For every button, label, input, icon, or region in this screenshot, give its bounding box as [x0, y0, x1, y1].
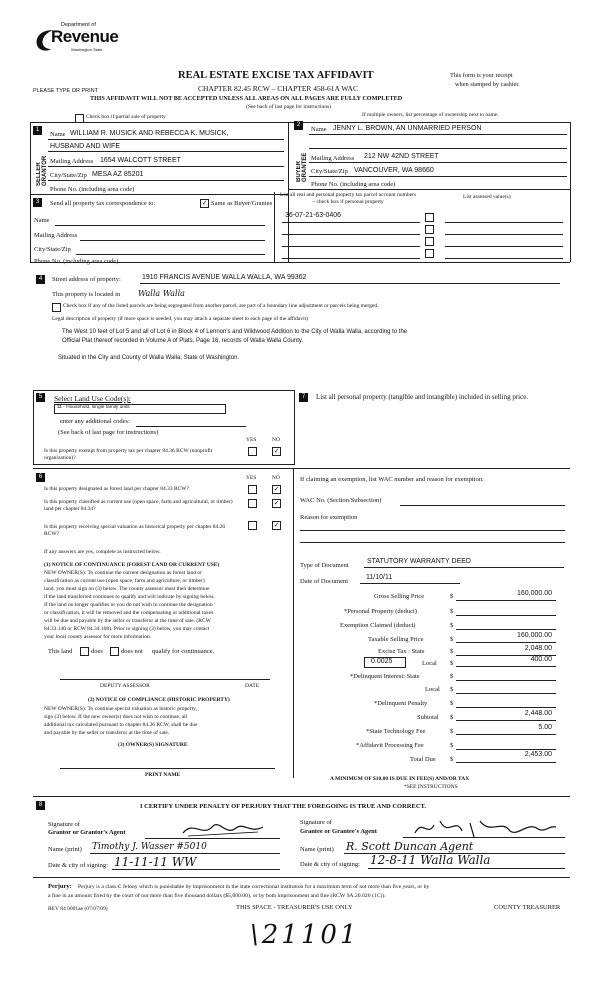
- buyer-name-label: Name: [311, 126, 327, 133]
- partial-sale-label: Check box if partial sale of property: [86, 114, 166, 120]
- assessed-line-3: [445, 246, 563, 247]
- exempt-yes-checkbox[interactable]: [248, 447, 257, 456]
- forest-yes-checkbox[interactable]: [248, 485, 257, 494]
- buyer-name-value[interactable]: JENNY L. BROWN, AN UNMARRIED PERSON: [333, 125, 482, 132]
- buyer-address-value[interactable]: 212 NW 42ND STREET: [364, 153, 439, 160]
- delinquent-interest-dollar: $: [450, 673, 454, 680]
- logo-word: Revenue: [51, 27, 119, 46]
- exemption-claim-label: If claiming an exemption, list WAC number and reason for exemption:: [300, 476, 484, 483]
- minimum-fee-note: A MINIMUM OF $10.00 IS DUE IN FEE(S) AND/OR TAX: [330, 776, 470, 782]
- grantee-sig-label-2: Grantee or Grantee's Agent: [300, 828, 377, 835]
- deputy-date-label: DATE: [245, 683, 260, 689]
- perjury-line-1: Perjury is a class C felony which is punishable by imprisonment in the state correctional institution for a maximum term of not more than five years, or by: [78, 884, 430, 890]
- section-6-badge: 6: [36, 473, 45, 482]
- section3-address-label: Mailing Address: [34, 232, 78, 239]
- notice1-line-9: your local county assessor for more information.: [44, 634, 152, 640]
- section-7-badge: 7: [299, 393, 308, 402]
- historic-question: Is this property receiving special valuation as historical property per chapter 84.26 RCW?: [44, 524, 226, 537]
- grantor-signature-scribble[interactable]: [178, 818, 268, 840]
- gross-price-value[interactable]: 160,000.00: [516, 590, 552, 597]
- section3-name-label: Name: [34, 217, 50, 224]
- tech-fee-dollar: $: [450, 728, 454, 735]
- seller-side-label: SELLER GRANTOR: [36, 155, 48, 186]
- legal-description-line-3[interactable]: Situated in the City and County of Walla Walla, State of Washington.: [58, 355, 240, 361]
- local-dollar: $: [450, 660, 454, 667]
- personal-property-checkbox-1[interactable]: [425, 213, 434, 222]
- grantor-name-print-value[interactable]: Timothy J. Wasser #5010: [92, 842, 207, 852]
- additional-codes-line: [136, 426, 246, 427]
- parcel-line-1: [282, 222, 420, 223]
- deputy-assessor-line: [60, 679, 270, 680]
- assessed-value-header: List assessed value(s): [463, 194, 511, 200]
- doc-type-value[interactable]: STATUTORY WARRANTY DEED: [367, 558, 471, 565]
- local-rate-value: 0.0025: [371, 658, 393, 665]
- grantor-sig-label-1: Signature of: [48, 821, 80, 828]
- qualify-label: qualify for continuance.: [152, 648, 215, 655]
- section5-yes-header: YES: [246, 437, 257, 443]
- excise-state-dollar: $: [450, 648, 454, 655]
- grantor-date-label: Date & city of signing:: [48, 862, 108, 869]
- historic-yes-checkbox[interactable]: [248, 521, 257, 530]
- legal-description-line-2[interactable]: Official Plat thereof recorded in Volume A of Plats, Page 16, records of Walla Walla County.: [62, 338, 304, 344]
- forest-no-checkbox[interactable]: ✓: [273, 486, 280, 493]
- print-name-label: PRINT NAME: [145, 772, 181, 778]
- notice1-line-2: classification as current use (open space, farm and agriculture, or timber): [44, 578, 205, 584]
- total-due-value[interactable]: 2,453.00: [524, 751, 552, 758]
- notice2-line-3: additional tax calculated pursuant to chapter 84.26 RCW, shall be due: [44, 722, 198, 728]
- notice1-line-5: If the land no longer qualifies or you do not wish to continue the designation: [44, 602, 213, 608]
- buyer-phone-label: Phone No. (including area code): [311, 181, 396, 188]
- personal-property-checkbox-2[interactable]: [425, 225, 434, 234]
- total-due-dollar: $: [450, 756, 454, 763]
- assessed-line-4: [445, 258, 563, 259]
- county-treasurer-note: COUNTY TREASURER: [494, 904, 561, 911]
- personal-deduct-label: *Personal Property (deduct): [344, 608, 417, 615]
- perjury-label: Perjury:: [48, 883, 72, 890]
- parcel-line-4: [282, 258, 420, 259]
- notice1-line-8: 84.33.140 or RCW 84.34.108). Prior to signing (3) below, you may contact: [44, 626, 210, 632]
- delinquent-penalty-label: *Delinquent Penalty: [374, 700, 428, 707]
- affidavit-fee-dollar: $: [450, 742, 454, 749]
- parcel-line-3: [282, 246, 420, 247]
- legal-description-label: Legal description of property (if more space is needed, you may attach a separate sheet to each page of the affidavit): [52, 316, 308, 322]
- excise-state-label: Excise Tax : State: [378, 648, 425, 655]
- local-label: Local: [422, 660, 437, 667]
- affidavit-fee-label: *Affidavit Processing Fee: [356, 742, 424, 749]
- please-print-note: PLEASE TYPE OR PRINT: [33, 88, 99, 94]
- seller-name-value[interactable]: WILLIAM R. MUSICK AND REBECCA K. MUSICK,: [70, 130, 229, 137]
- form-title: REAL ESTATE EXCISE TAX AFFIDAVIT: [178, 70, 374, 81]
- notice-continuance-title: (1) NOTICE OF CONTINUANCE (FOREST LAND OR CURRENT USE): [44, 562, 220, 568]
- section5-no-header: NO: [272, 437, 280, 443]
- exemption-dollar: $: [450, 622, 454, 629]
- notice1-line-6: or classification, it will be removed and the compensating or additional taxes: [44, 610, 214, 616]
- doc-date-value[interactable]: 11/10/11: [366, 574, 393, 581]
- doc-date-label: Date of Document: [300, 578, 349, 585]
- located-in-label: This property is located in: [52, 291, 121, 298]
- grantee-name-print-label: Name (print): [300, 846, 334, 853]
- seller-city-label: City/State/Zip: [50, 172, 87, 179]
- parcel-list-header: List all real and personal property tax parcel account numbers – check box if personal property: [279, 192, 417, 205]
- grantor-date-value[interactable]: 11-11-11 WW: [114, 855, 197, 869]
- see-back-note: (See back of last page for instructions): [246, 104, 331, 110]
- street-address-value[interactable]: 1910 FRANCIS AVENUE WALLA WALLA, WA 99362: [142, 274, 307, 281]
- section-3-badge: 3: [33, 198, 42, 207]
- additional-codes-label: enter any additional codes:: [60, 418, 130, 425]
- exemption-deduct-label: Exemption Claimed (deduct): [340, 622, 416, 629]
- logo-sub-text: Washington State: [71, 47, 103, 52]
- grantee-name-print-value[interactable]: R. Scott Duncan Agent: [346, 840, 474, 853]
- notice2-line-4: and payable by the seller or transferor at the time of sale.: [44, 730, 170, 736]
- exempt-no-checkbox[interactable]: ✓: [273, 448, 280, 455]
- handwritten-record-number: \21101: [250, 920, 360, 950]
- form-chapter: CHAPTER 82.45 RCW – CHAPTER 458-61A WAC: [198, 84, 358, 93]
- logo-top-text: Department of: [61, 22, 96, 28]
- same-as-buyer-label: Same as Buyer/Grantee: [211, 200, 273, 207]
- personal-property-question: List all personal property (tangible and intangible) included in selling price.: [316, 393, 529, 401]
- certify-statement: I CERTIFY UNDER PENALTY OF PERJURY THAT THE FOREGOING IS TRUE AND CORRECT.: [140, 803, 427, 810]
- section-2-badge: 2: [294, 121, 303, 130]
- wac-number-label: WAC No. (Section/Subsection): [300, 497, 382, 504]
- subtotal-dollar: $: [450, 714, 454, 721]
- if-any-yes-note: If any answers are yes, complete as instructed below.: [44, 549, 161, 555]
- notice2-line-1: NEW OWNER(S): To continue special valuation as historic property,: [44, 706, 197, 712]
- subtotal-label: Subtotal: [417, 714, 439, 721]
- tech-fee-value[interactable]: 5.00: [538, 724, 552, 731]
- local-rate-select[interactable]: [364, 657, 406, 668]
- parcel-line-2: [282, 234, 420, 235]
- seller-name-label: Name: [50, 131, 66, 138]
- taxable-price-label: Taxable Selling Price: [368, 636, 424, 643]
- notice1-line-1: NEW OWNER(S): To continue the current designation as forest land or: [44, 570, 202, 576]
- same-as-buyer-checkbox[interactable]: ✓: [201, 200, 208, 207]
- buyer-side-label: BUYER GRANTEE: [296, 152, 308, 182]
- current-use-no-checkbox[interactable]: ✓: [273, 500, 280, 507]
- section-8-badge: 8: [36, 801, 45, 810]
- reason-line-2: [300, 542, 565, 543]
- section-1-badge: 1: [33, 126, 42, 135]
- tech-fee-label: *State Technology Fee: [366, 728, 426, 735]
- taxable-dollar: $: [450, 636, 454, 643]
- current-use-question: Is this property classified as current use (open space, farm and agricultural, or timber) land per chapter 84.34?: [44, 499, 233, 512]
- section3-phone-label: Phone No. (including area code): [34, 258, 119, 265]
- treasurer-use-note: THIS SPACE - TREASURER'S USE ONLY: [236, 904, 353, 911]
- land-use-value: 11 - Household, single family units: [57, 405, 130, 410]
- reason-line-1: [300, 530, 565, 531]
- seller-name-cont[interactable]: HUSBAND AND WIFE: [50, 143, 121, 150]
- seller-phone-label: Phone No. (including area code): [50, 186, 135, 193]
- grantor-sig-label-2: Grantor or Grantor's Agent: [48, 829, 126, 836]
- located-in-value[interactable]: Walla Walla: [138, 289, 185, 298]
- seller-address-value[interactable]: 1654 WALCOTT STREET: [100, 157, 181, 164]
- exemption-reason-label: Reason for exemption: [300, 514, 358, 521]
- does-not-checkbox[interactable]: [110, 647, 119, 656]
- notice2-line-2: sign (3) below. If the new owner(s) does not wish to continue, all: [44, 714, 188, 720]
- assessed-line-2: [445, 234, 563, 235]
- notice-compliance-title: (2) NOTICE OF COMPLIANCE (HISTORIC PROPERTY): [88, 697, 230, 703]
- land-use-select[interactable]: [54, 404, 226, 414]
- deputy-assessor-label: DEPUTY ASSESSOR: [100, 683, 150, 689]
- local-value[interactable]: 400.00: [530, 656, 552, 663]
- buyer-city-value[interactable]: VANCOUVER, WA 98660: [354, 167, 434, 174]
- grantee-sig-label-1: Signature of: [300, 819, 332, 826]
- personal-property-checkbox-3[interactable]: [425, 237, 434, 246]
- receipt-note-2: when stamped by cashier.: [455, 81, 520, 88]
- multiple-owners-note: If multiple owners, list percentage of ownership next to name.: [362, 112, 499, 118]
- taxable-price-value[interactable]: 160,000.00: [516, 632, 552, 639]
- does-not-label: does not: [121, 648, 143, 655]
- land-use-label: Select Land Use Code(s):: [54, 394, 131, 403]
- section-4-badge: 4: [36, 275, 45, 284]
- revision-code: REV 84 0001ae (07/07/09): [48, 906, 108, 912]
- subtotal-value[interactable]: 2,448.00: [524, 710, 552, 717]
- grantee-date-label: Date & city of signing:: [300, 861, 360, 868]
- gross-dollar: $: [450, 593, 454, 600]
- notice1-line-4: if the land transferred continues to qualify and will indicate by signing below.: [44, 594, 215, 600]
- buyer-address-label: Mailing Address: [311, 155, 355, 162]
- this-land-label: This land: [48, 648, 73, 655]
- delinquent-interest-label: *Delinquent Interest: State: [350, 673, 420, 680]
- revenue-logo: [33, 22, 119, 56]
- local2-dollar: $: [450, 686, 454, 693]
- exempt-question: Is this property exempt from property tax per chapter 84.36 RCW (nonprofit organization)?: [44, 448, 213, 461]
- does-label: does: [91, 648, 103, 655]
- section6-no-header: NO: [272, 475, 280, 481]
- seller-address-label: Mailing Address: [50, 158, 94, 165]
- see-instructions-note: *SEE INSTRUCTIONS: [404, 784, 458, 790]
- send-correspondence-label: Send all property tax correspondence to:: [50, 200, 156, 207]
- does-checkbox[interactable]: [80, 647, 89, 656]
- street-address-label: Street address of property:: [52, 276, 121, 283]
- land-use-see-back: (See back of last page for instructions): [58, 429, 159, 436]
- excise-state-value[interactable]: 2,048.00: [524, 645, 552, 652]
- owner-signature-line: [60, 768, 275, 769]
- form-warning: THIS AFFIDAVIT WILL NOT BE ACCEPTED UNLESS ALL AREAS ON ALL PAGES ARE FULLY COMPLETED: [90, 95, 403, 102]
- perjury-line-2: a fine in an amount fixed by the court of not more than five thousand dollars ($5,000.00), or by both imprisonment and fine (RCW 9A.20.020 (1C)).: [48, 893, 386, 899]
- owner-signature-label: (3) OWNER(S) SIGNATURE: [118, 742, 188, 748]
- segregated-label: Check box if any of the listed parcels are being segregated from another parcel, are part of a boundary line adjustment or parcels being merged.: [63, 303, 379, 309]
- buyer-city-label: City/State/Zip: [311, 168, 348, 175]
- personal-property-checkbox-4[interactable]: [425, 249, 434, 258]
- assessed-line-1: [445, 222, 563, 223]
- legal-description-line-1[interactable]: The West 10 feet of Lot 5 and all of Lot 6 in Block 4 of Lennon's and Wildwood Addition to the City of Walla Walla, according to the: [62, 329, 408, 335]
- section6-yes-header: YES: [246, 475, 257, 481]
- notice1-line-7: will be due and payable by the seller or transferor at the time of sale. (RCW: [44, 618, 211, 624]
- delinquent-penalty-dollar: $: [450, 700, 454, 707]
- local2-label: Local: [425, 686, 440, 693]
- receipt-note-1: This form is your receipt: [450, 72, 513, 79]
- grantee-date-value[interactable]: 12-8-11 Walla Walla: [370, 853, 491, 867]
- section3-city-label: City/State/Zip: [34, 246, 71, 253]
- total-due-label: Total Due: [410, 756, 436, 763]
- parcel-number-value[interactable]: 36-07-21-63-0406: [285, 212, 342, 219]
- grantor-name-print-label: Name (print): [48, 846, 82, 853]
- notice1-line-3: land, you must sign on (3) below. The county assessor must then determine: [44, 586, 210, 592]
- wac-number-line: [400, 505, 565, 506]
- forest-land-question: Is this property designated as forest land per chapter 84.33 RCW?: [44, 486, 189, 492]
- personal-dollar: $: [450, 608, 454, 615]
- section-5-badge: 5: [36, 393, 45, 402]
- historic-no-checkbox[interactable]: ✓: [273, 522, 280, 529]
- segregated-checkbox[interactable]: [52, 303, 61, 312]
- gross-price-label: Gross Selling Price: [374, 593, 425, 600]
- current-use-yes-checkbox[interactable]: [248, 499, 257, 508]
- seller-city-value[interactable]: MESA AZ 85201: [92, 171, 144, 178]
- doc-type-label: Type of Document: [300, 562, 349, 569]
